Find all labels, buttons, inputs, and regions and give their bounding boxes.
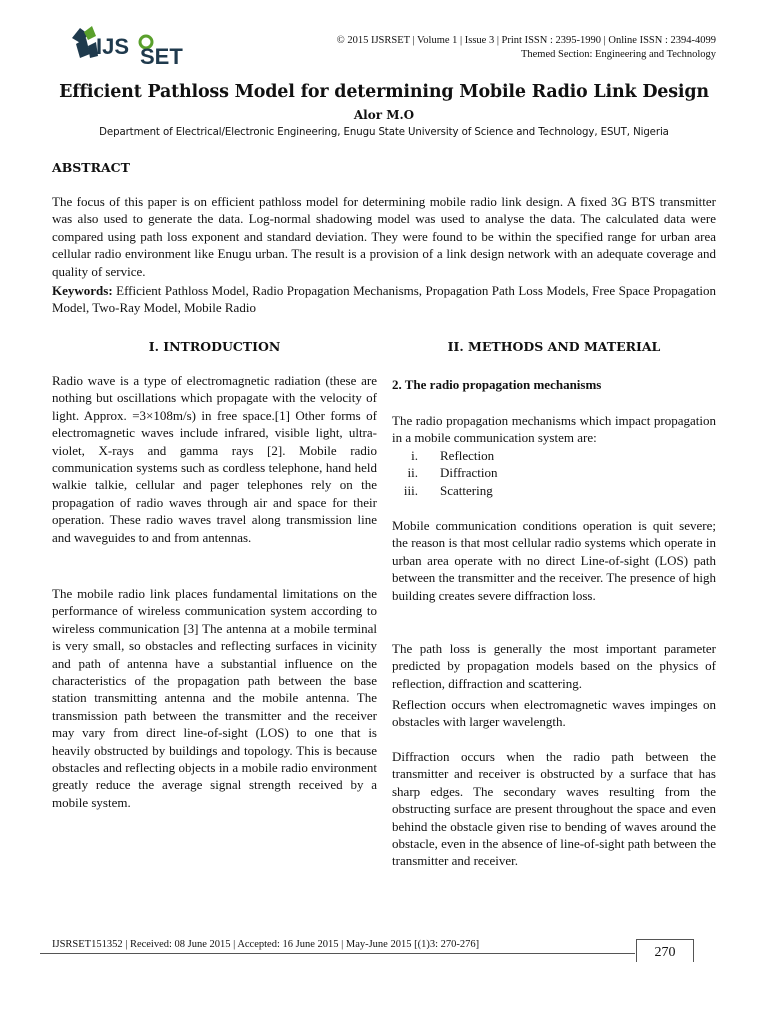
methods-paragraph-3a: The path loss is generally the most important parameter predicted by propagation models based on the physics of reflection, diffraction and scattering.: [392, 641, 716, 691]
methods-paragraph-4: Diffraction occurs when the radio path between the transmitter and receiver is obstructed by a surface that has sharp edges. The secondary waves resulting from the obstructing surface are present throughout the space and even behind the obstacle given rise to bending of waves around the obstacle, even in the absence of line-of-sight path between the transmitter and receiver.: [392, 749, 716, 869]
paper-title: Efficient Pathloss Model for determining Mobile Radio Link Design: [59, 82, 709, 102]
logo-graphic: [70, 24, 190, 68]
section-heading-introduction: I. INTRODUCTION: [148, 339, 281, 354]
methods-intro: The radio propagation mechanisms which impact propagation in a mobile communication system are:: [392, 413, 716, 446]
methods-paragraph-2: Mobile communication conditions operation is quit severe; the reason is that most cellular radio systems which operate in urban area operate with no direct Line-of-sight (LOS) path between the transmitter and the receiver. The presence of high building creates severe diffraction loss.: [392, 518, 716, 603]
abstract-text: The focus of this paper is on efficient pathloss model for determining mobile radio link design. A fixed 3G BTS transmitter was also used to generate the data. Log-normal shadowing model was used to analyse the data. The calculated data were compared using path loss exponent and standard deviation. They were found to be within the specified range for urban area cellular radio environment like Enugu urban. The result is a provision of a link design network with an adequate coverage and quality of service.: [52, 194, 716, 279]
footer-citation: IJSRSET151352 | Received: 08 June 2015 | Accepted: 16 June 2015 | May-June 2015 [(1)3: 270-276]: [52, 939, 480, 950]
paper-affiliation: Department of Electrical/Electronic Engineering, Enugu State University of Science and Technology, ESUT, Nigeria: [99, 127, 669, 138]
footer-divider: [40, 953, 635, 954]
paper-author: Alor M.O: [353, 108, 415, 122]
journal-logo: [70, 24, 190, 68]
keywords: [52, 282, 716, 317]
intro-paragraph-1: Radio wave is a type of electromagnetic radiation (these are nothing but oscillations which propagate with the velocity of light. Approx. =3×108m/s) in free space.[1] Other forms of electromagnetic waves include infrared, visible light, ultra-violet, X-rays and gamma rays [2]. Mobile radio communication systems such as cordless telephone, hand held walkie talkie, cellular and pager telephones rely on the propagation of radio waves through air and space for their operation. These radio waves travel along transmission line and waveguides to and from antennas.: [52, 373, 377, 545]
methods-paragraph-3b: Reflection occurs when electromagnetic waves impinges on obstacles with larger wavelength.: [392, 697, 716, 730]
header-line-1: © 2015 IJSRSET | Volume 1 | Issue 3 | Print ISSN : 2395-1990 | Online ISSN : 2394-4099: [336, 35, 716, 46]
mechanism-list: [392, 447, 498, 499]
list-item: ii. Diffraction: [407, 465, 498, 481]
section-heading-methods: II. METHODS AND MATERIAL: [447, 339, 661, 354]
abstract-heading: ABSTRACT: [52, 160, 130, 175]
keywords-label: Keywords:: [52, 283, 113, 298]
subsection-heading: 2. The radio propagation mechanisms: [392, 377, 602, 392]
page-number: 270: [636, 939, 694, 962]
keywords-text: Efficient Pathloss Model, Radio Propagation Mechanisms, Propagation Path Loss Models, Free Space Propagation Model, Two-Ray Model, Mobile Radio: [52, 283, 716, 316]
intro-paragraph-2: The mobile radio link places fundamental limitations on the performance of wireless communication system according to wireless communication [3] The antenna at a mobile terminal is very small, so obstacles and reflecting surfaces in vicinity and path of antenna have a substantial influence on the characteristics of the propagation path between the base station transmitting antenna and the mobile antenna. The transmission path between the transmitter and the receiver may vary from direct line-of-sight (LOS) to one that is heavily obstructed by buildings and topology. This is because obstacles and reflecting objects in a mobile radio environment greatly reduce the average signal strength received by a mobile system.: [52, 586, 377, 810]
header-line-2: Themed Section: Engineering and Technology: [520, 49, 716, 60]
svg-text:IJS: IJS: [96, 34, 130, 59]
svg-text:SET: SET: [140, 44, 183, 68]
list-item: i. Reflection: [411, 448, 495, 463]
list-item: iii. Scattering: [403, 482, 493, 498]
